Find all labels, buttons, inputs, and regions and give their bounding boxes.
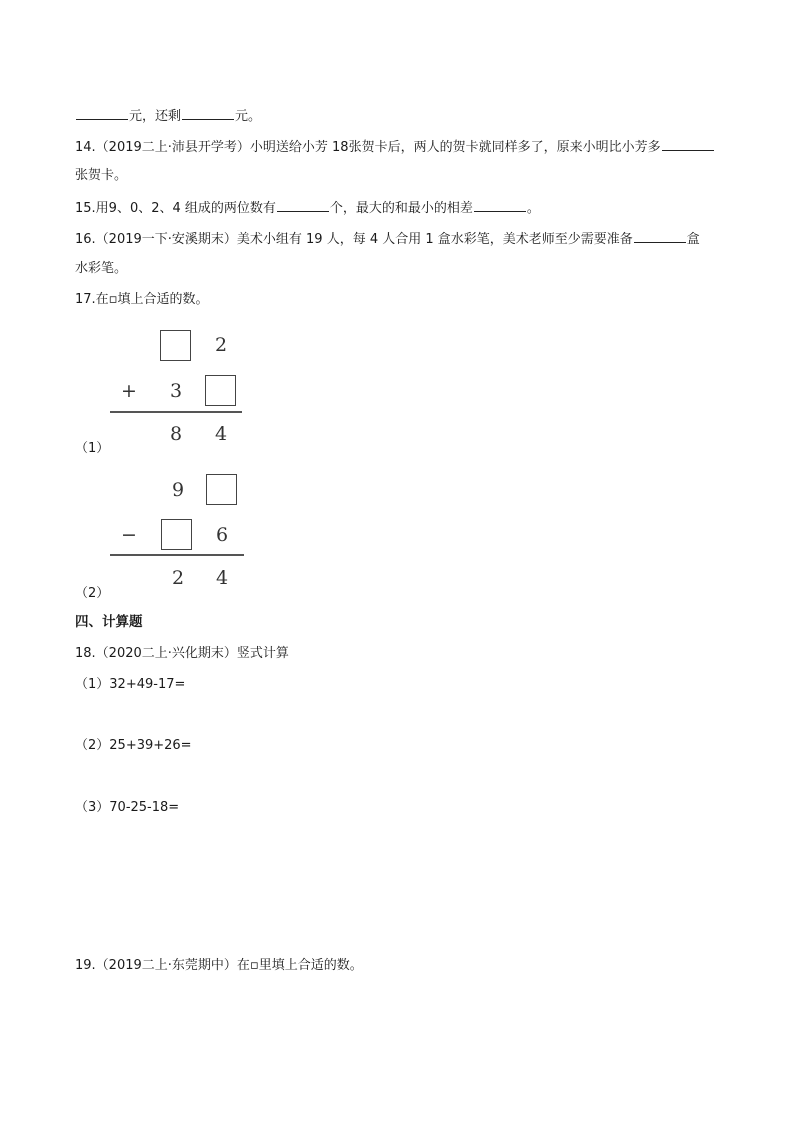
answer-blank[interactable] bbox=[634, 229, 686, 243]
digit: 9 bbox=[171, 479, 185, 501]
answer-blank[interactable] bbox=[76, 106, 128, 120]
digit: 4 bbox=[214, 423, 228, 445]
q14-line2 bbox=[75, 167, 127, 185]
calc-expression: （2）25+39+26= bbox=[75, 738, 192, 753]
q18-item bbox=[75, 799, 179, 817]
fill-in-box[interactable] bbox=[205, 375, 236, 406]
plus-sign: + bbox=[121, 380, 137, 402]
fill-in-box[interactable] bbox=[160, 330, 191, 361]
q18-item bbox=[75, 737, 192, 755]
q15-text2: 个，最大的和最小的相差 bbox=[329, 201, 473, 216]
q18-text: 18.（2020二上·兴化期末）竖式计算 bbox=[75, 646, 289, 661]
figure-label: （2） bbox=[75, 586, 110, 601]
answer-blank[interactable] bbox=[662, 137, 714, 151]
q16-line1 bbox=[75, 229, 700, 249]
vertical-addition-figure bbox=[110, 328, 245, 463]
digit: 3 bbox=[169, 380, 183, 402]
q13-tail-line bbox=[75, 106, 261, 126]
minus-sign: − bbox=[121, 524, 137, 546]
vertical-subtraction-figure bbox=[110, 470, 245, 605]
calc-expression: （3）70-25-18= bbox=[75, 800, 180, 815]
q16-line2 bbox=[75, 260, 127, 278]
answer-blank[interactable] bbox=[182, 106, 234, 120]
q14-text1: 14.（2019二上·沛县开学考）小明送给小芳 18张贺卡后，两人的贺卡就同样多了，原来小明比小芳多 bbox=[75, 140, 661, 155]
fill-in-box[interactable] bbox=[206, 474, 237, 505]
q14-text2: 张贺卡。 bbox=[75, 168, 128, 183]
q18-item bbox=[75, 676, 185, 694]
q13-text-part1: 元，还剩 bbox=[129, 109, 182, 124]
sum-line bbox=[110, 411, 242, 413]
q15-line bbox=[75, 198, 540, 218]
section-heading bbox=[75, 613, 143, 631]
digit: 8 bbox=[169, 423, 183, 445]
q15-text3: 。 bbox=[526, 201, 540, 216]
difference-line bbox=[110, 554, 244, 556]
digit: 2 bbox=[214, 334, 228, 356]
q19-text: 19.（2019二上·东莞期中）在▫里填上合适的数。 bbox=[75, 958, 363, 973]
q19-prompt bbox=[75, 957, 363, 975]
q18-prompt bbox=[75, 645, 289, 663]
calc-expression: （1）32+49-17= bbox=[75, 677, 186, 692]
digit: 6 bbox=[215, 524, 229, 546]
answer-blank[interactable] bbox=[474, 198, 526, 212]
fill-in-box[interactable] bbox=[161, 519, 192, 550]
digit: 2 bbox=[171, 567, 185, 589]
q15-text1: 15.用9、0、2、4 组成的两位数有 bbox=[75, 201, 276, 216]
q14-line1 bbox=[75, 137, 715, 157]
q16-text3: 水彩笔。 bbox=[75, 261, 128, 276]
q16-text2: 盒 bbox=[686, 232, 700, 247]
answer-blank[interactable] bbox=[277, 198, 329, 212]
digit: 4 bbox=[215, 567, 229, 589]
q13-text-part2: 元。 bbox=[235, 109, 262, 124]
q17-text: 17.在▫填上合适的数。 bbox=[75, 292, 209, 307]
q16-text1: 16.（2019一下·安溪期末）美术小组有 19 人，每 4 人合用 1 盒水彩笔，美术老师至少需要准备 bbox=[75, 232, 633, 247]
section-title: 四、计算题 bbox=[75, 614, 143, 630]
q17-prompt bbox=[75, 291, 209, 309]
figure-label: （1） bbox=[75, 441, 110, 456]
